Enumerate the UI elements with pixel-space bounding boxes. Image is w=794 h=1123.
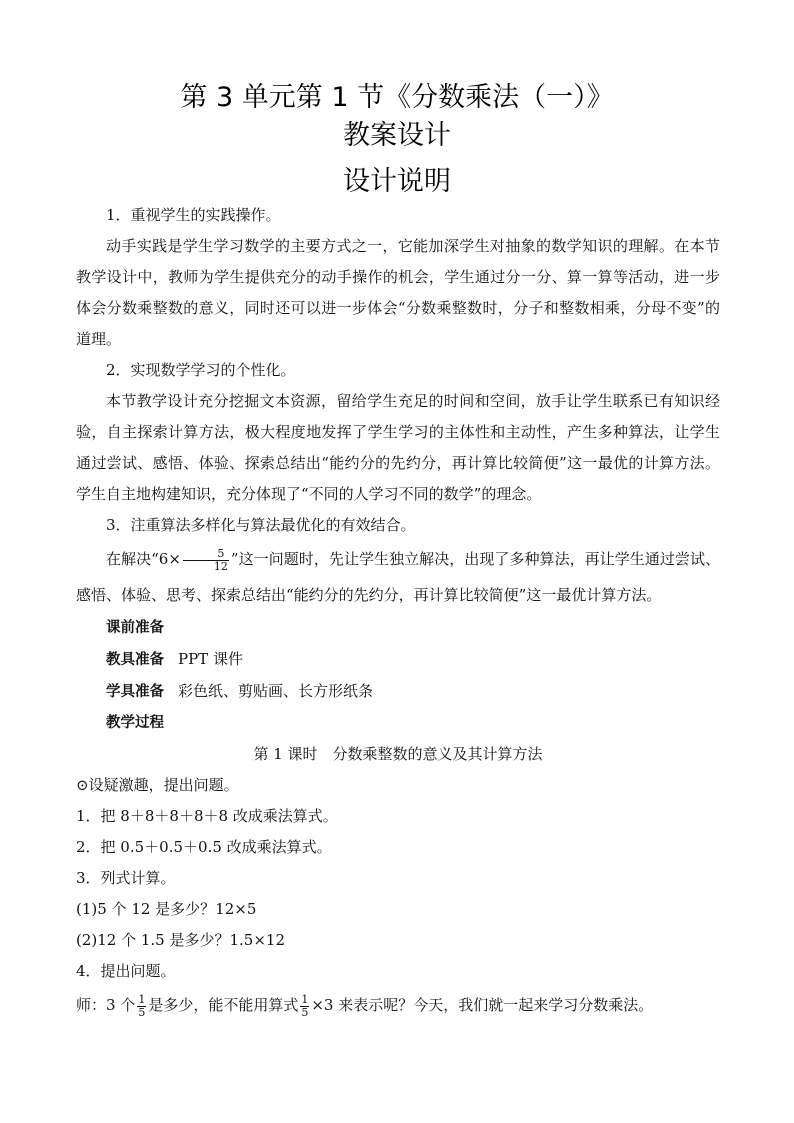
- fraction-numerator: 1: [138, 992, 146, 1006]
- prep-heading: 课前准备: [106, 620, 164, 636]
- section-1-heading: 1．重视学生的实践操作。: [106, 206, 281, 224]
- fraction-numerator: 5: [217, 546, 225, 560]
- s3-text-post: ”这一问题时，先让学生独立解决，出现了多种算法，再让学生通过尝试、感悟、体验、思考、探索总结出“能约分的先约分，再计算比较简便”这一最优计算方法。: [76, 550, 721, 604]
- section-3-paragraph: [76, 541, 720, 613]
- question-3a: (1)5 个 12 是多少？12×5: [76, 900, 257, 918]
- section-2-heading: 2．实现数学学习的个性化。: [106, 361, 296, 379]
- question-1: 1．把 8＋8＋8＋8＋8 改成乘法算式。: [76, 807, 338, 825]
- process-heading: 教学过程: [106, 715, 164, 731]
- student-tools-value: 彩色纸、剪贴画、长方形纸条: [178, 682, 374, 700]
- fraction-1-5-a: [137, 994, 146, 1019]
- lesson-title: 第 1 课时 分数乘整数的意义及其计算方法: [253, 745, 543, 763]
- teacher-tools-line: [76, 644, 720, 676]
- teacher-tools-label: 教具准备: [106, 652, 164, 668]
- question-2: 2．把 0.5＋0.5＋0.5 改成乘法算式。: [76, 838, 332, 856]
- section-2-paragraph: 本节教学设计充分挖掘文本资源，留给学生充足的时间和空间，放手让学生联系已有知识经验，自主探索计算方法，极大程度地发挥了学生学习的主体性和主动性，产生多种算法，让学生通过尝试、感悟、体验、探索总结出“能约分的先约分，再计算比较简便”这一最优的计算方法。学生自主地构建知识，充分体现了“不同的人学习不同的数学”的理念。: [76, 392, 720, 503]
- intro-line: ⊙设疑激趣，提出问题。: [76, 776, 239, 794]
- section-1-paragraph: 动手实践是学生学习数学的主要方式之一，它能加深学生对抽象的数学知识的理解。在本节教学设计中，教师为学生提供充分的动手操作的机会，学生通过分一分、算一算等活动，进一步体会分数乘整数的意义，同时还可以进一步体会“分数乘整数时，分子和整数相乘，分母不变”的道理。: [76, 237, 720, 348]
- document-body: [76, 200, 720, 1023]
- teacher-tools-value: PPT 课件: [178, 650, 243, 668]
- fraction-denominator: 5: [138, 1005, 146, 1019]
- question-4: 4．提出问题。: [76, 962, 176, 980]
- fraction-5-12: [183, 548, 229, 573]
- question-3b: (2)12 个 1.5 是多少？1.5×12: [76, 931, 286, 949]
- section-3-heading: 3．注重算法多样化与算法最优化的有效结合。: [106, 516, 416, 534]
- student-tools-label: 学具准备: [106, 684, 164, 700]
- fraction-numerator: 1: [301, 992, 309, 1006]
- section-title: 设计说明: [343, 166, 451, 197]
- document-title: 第 3 单元第 1 节《分数乘法（一）》: [180, 82, 614, 113]
- question-3: 3．列式计算。: [76, 869, 176, 887]
- document-subtitle: 教案设计: [343, 120, 451, 151]
- teacher-line: [76, 987, 720, 1023]
- student-tools-line: [76, 676, 720, 708]
- teacher-text-a: 师：3 个: [76, 996, 136, 1014]
- fraction-1-5-b: [300, 994, 309, 1019]
- fraction-denominator: 5: [301, 1005, 309, 1019]
- teacher-text-c: ×3 来表示呢？今天，我们就一起来学习分数乘法。: [311, 996, 654, 1014]
- s3-text-pre: 在解决“6×: [106, 550, 181, 568]
- fraction-denominator: 12: [183, 560, 229, 573]
- teacher-text-b: 是多少，能不能用算式: [148, 996, 299, 1014]
